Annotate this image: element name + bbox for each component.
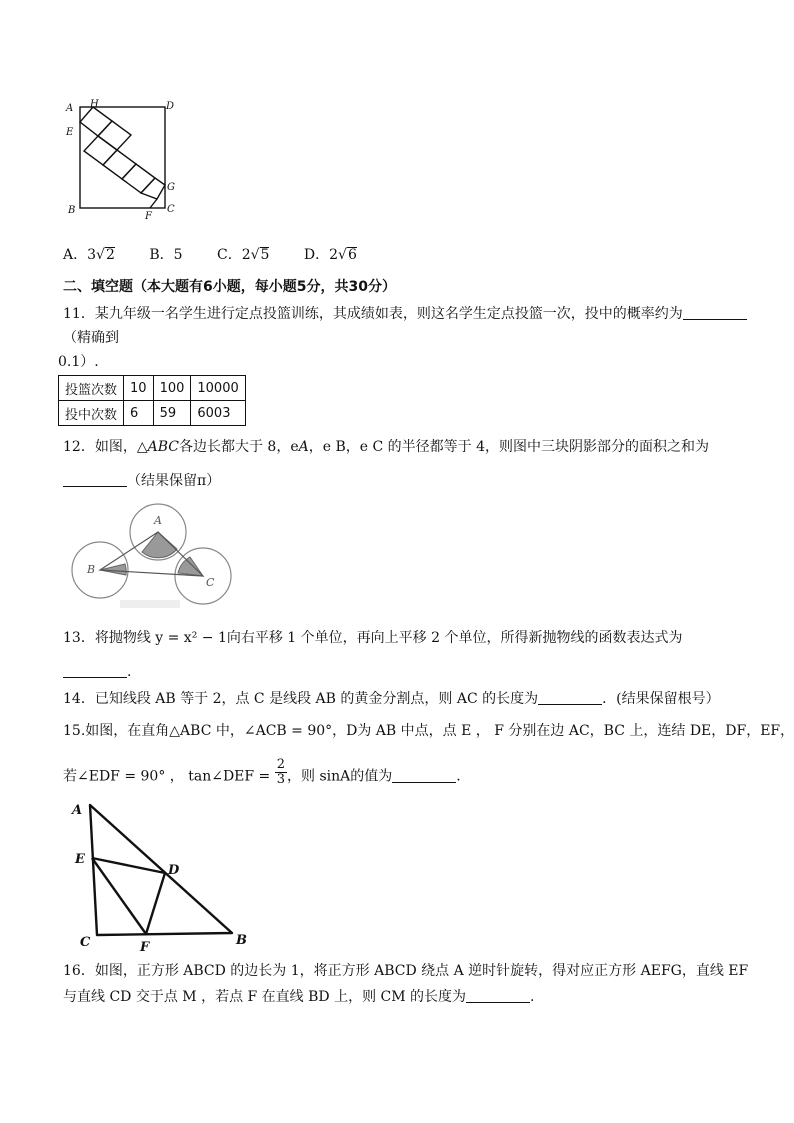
q11-answer-blank[interactable]: [683, 305, 747, 320]
fig10-label-f: F: [145, 211, 152, 222]
q12-line2: （结果保留π）: [63, 471, 743, 491]
q13-text: 13．将抛物线 y = x² − 1向右平移 1 个单位，再向上平移 2 个单位，所得新抛物线的函数表达式为: [63, 630, 683, 646]
table-row: 投篮次数 10 100 10000: [59, 376, 246, 401]
q10-options: [63, 245, 743, 265]
q10-figure: [60, 95, 190, 225]
fig10-label-h: H: [90, 99, 99, 110]
table-row: 投中次数 6 59 6003: [59, 401, 246, 426]
q11-note2: 0.1）.: [58, 354, 99, 370]
q15-fraction: $\frac{2}{3}$: [276, 757, 286, 787]
fig10-label-c: C: [167, 204, 175, 215]
fig15-label-e: E: [75, 852, 85, 867]
fig15-label-c: C: [80, 935, 91, 950]
section-heading: 二、填空题（本大题有6小题，每小题5分，共30分）: [63, 279, 396, 295]
fig15-label-f: F: [140, 940, 150, 955]
q11-note1: （精确到: [63, 330, 119, 346]
fig12-label-a: A: [154, 514, 162, 527]
option-c: C．2√5: [216, 247, 270, 263]
q16-answer-blank[interactable]: [466, 988, 530, 1003]
q11-text: 11．某九年级一名学生进行定点投篮训练，其成绩如表，则这名学生定点投篮一次，投中的概率约为: [63, 304, 743, 324]
q15-figure: [70, 800, 260, 955]
q15-line1: 15.如图，在直角△ABC 中，∠ACB = 90°，D为 AB 中点，点 E ， F 分别在边 AC，BC 上，连结 DE，DF，EF，: [63, 723, 794, 739]
q14-text: 14．已知线段 AB 等于 2，点 C 是线段 AB 的黄金分割点，则 AC 的长度为 ．(结果保留根号）: [63, 691, 720, 707]
fig10-label-e: E: [66, 127, 74, 138]
q15-line2: 若∠EDF = 90° ， tan∠DEF = $\frac{2}{3}$ ，则 sinA的值为 .: [63, 757, 461, 787]
fig15-label-a: A: [72, 803, 83, 818]
q12-line1: 12．如图，△ABC各边长都大于 8，eA，e B，e C 的半径都等于 4，则图中三块阴影部分的面积之和为: [63, 439, 710, 455]
q15-answer-blank[interactable]: [392, 768, 456, 783]
fig10-label-a: A: [66, 103, 74, 114]
fig10-label-b: B: [68, 205, 76, 216]
option-d: D．2√6: [303, 247, 357, 263]
q11-table: [58, 375, 246, 426]
q12-answer-blank[interactable]: [63, 472, 127, 487]
option-b: B．5: [149, 247, 183, 263]
fig15-label-d: D: [168, 863, 180, 878]
q16-line1: 16．如图，正方形 ABCD 的边长为 1，将正方形 ABCD 绕点 A 逆时针旋转，得对应正方形 AEFG，直线 EF: [63, 963, 749, 979]
fig12-label-c: C: [206, 576, 215, 589]
fig12-label-b: B: [87, 563, 96, 576]
q12-figure: [65, 500, 240, 615]
q14-answer-blank[interactable]: [538, 690, 602, 705]
q13-line2: .: [63, 662, 743, 682]
option-a: A．3√2: [63, 247, 115, 263]
q13-answer-blank[interactable]: [63, 663, 127, 678]
fig10-label-g: G: [167, 182, 175, 193]
q16-line2: 与直线 CD 交于点 M ，若点 F 在直线 BD 上，则 CM 的长度为 .: [63, 989, 535, 1005]
fig15-label-b: B: [236, 933, 247, 948]
fig10-label-d: D: [166, 101, 175, 112]
